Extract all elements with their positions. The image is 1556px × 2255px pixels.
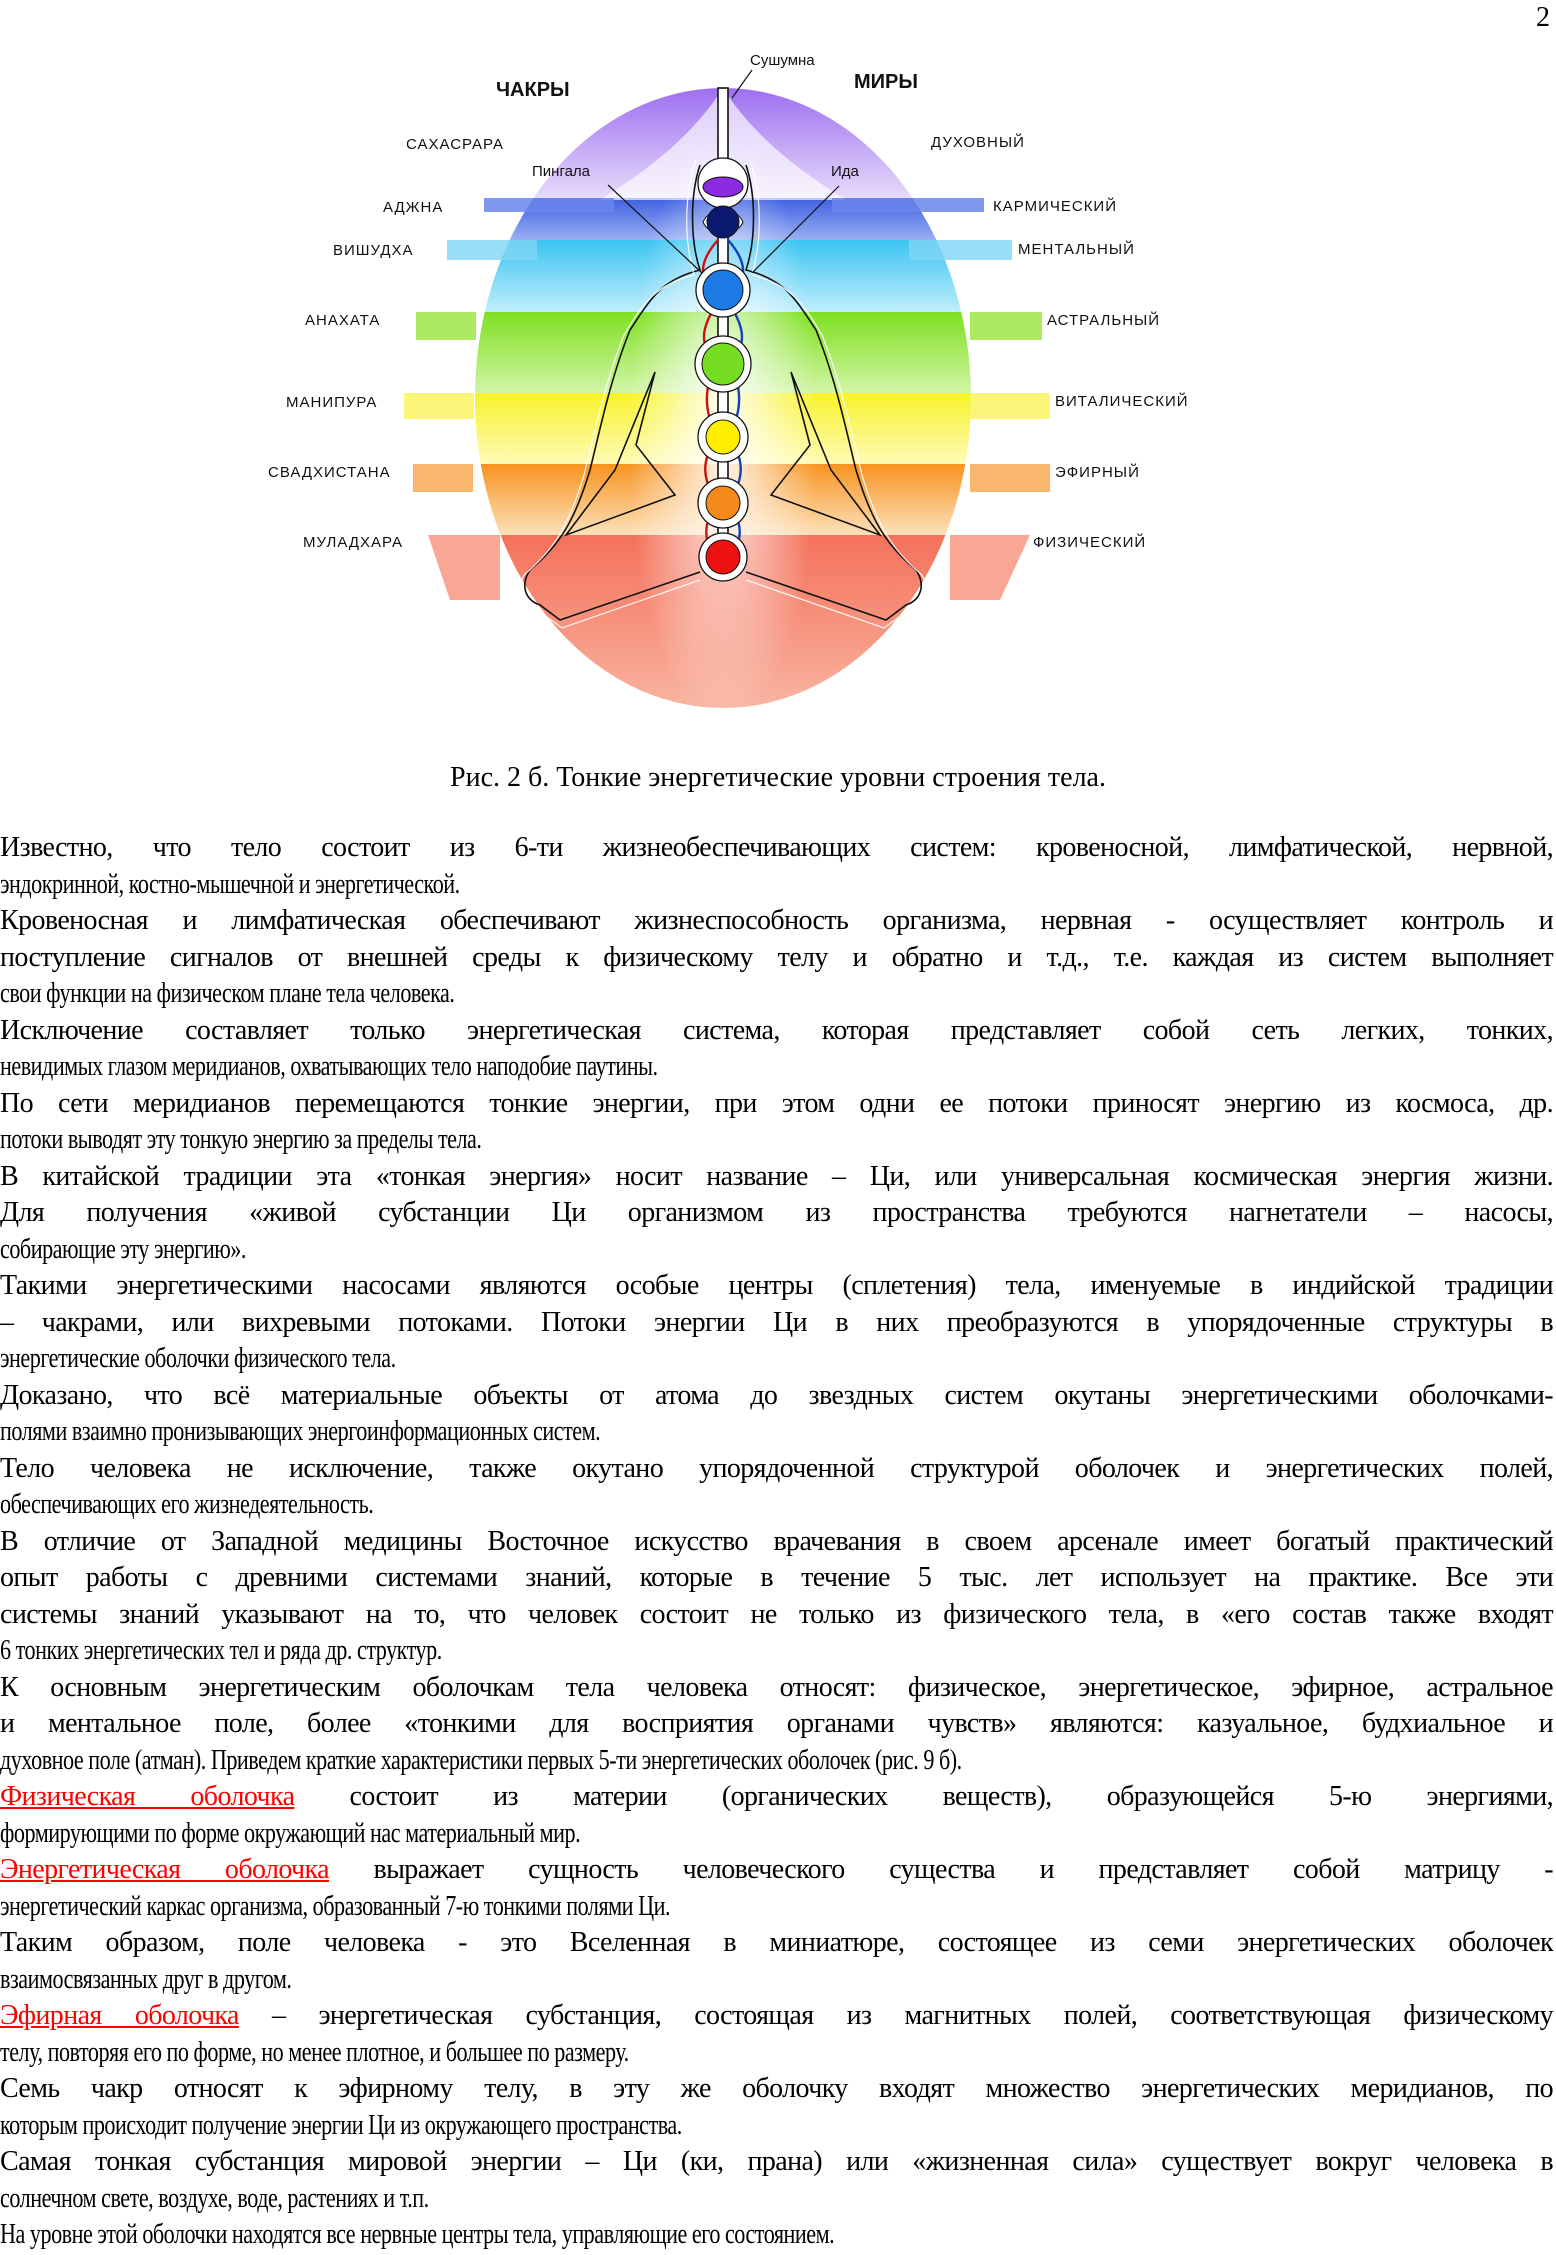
text-line-content: Такими энергетическими насосами являются особые центры (сплетения) тела, именуемые в индийской традиции [0,1270,1553,1301]
text-line-content: поступление сигналов от внешней среды к физическому телу и обратно и т.д., т.е. каждая из систем выполняет [0,941,1553,973]
sushumna-label: Сушумна [750,52,815,69]
text-line [0,2108,1553,2145]
text-line-content: – энергетическая субстанция, состоящая из магнитных полей, соответствующая физическому [238,2000,1553,2031]
text-line-content: В отличие от Западной медицины Восточное искусство врачевания в своем арсенале имеет богатый практический [0,1525,1553,1557]
chakra-diagram-illustration [0,0,1556,740]
text-line-content: духовное поле (атман). Приведем краткие характеристики первых 5-ти энергетических оболочек (рис. 9 б). [0,1744,962,1776]
text-line-content: невидимых глазом меридианов, охватывающих тело наподобие паутины. [0,1051,658,1082]
text-line [0,2217,1553,2254]
text-line-content: потоки выводят эту тонкую энергию за пределы тела. [0,1124,482,1155]
text-line-content: которым происходит получение энергии Ци из окружающего пространства. [0,2109,682,2141]
text-line-content: К основным энергетическим оболочкам тела человека относят: физическое, энергетическое, эфирное, астральное [0,1671,1553,1703]
text-line [0,976,1553,1013]
text-line-content: Доказано, что всё материальные объекты от атома до звездных систем окутаны энергетическими оболочками- [0,1379,1553,1411]
text-line [0,1998,1553,2035]
chakra-label: САХАСРАРА [406,136,505,153]
world-label: ДУХОВНЫЙ [931,134,1025,151]
text-line [0,867,1553,904]
body-text [0,830,1553,2254]
text-line [0,1378,1553,1415]
text-line-content: Известно, что тело состоит из 6-ти жизнеобеспечивающих систем: кровеносной, лимфатической, нервной, [0,832,1553,863]
text-line [0,1159,1553,1196]
text-line [0,903,1553,940]
text-line [0,1816,1553,1853]
world-label: МЕНТАЛЬНЫЙ [1018,241,1135,258]
text-line-content: обеспечивающих его жизнедеятельность. [0,1489,374,1520]
world-label: КАРМИЧЕСКИЙ [993,198,1117,215]
text-line [0,1560,1553,1597]
text-line [0,2035,1553,2072]
text-line-content: собирающие эту энергию». [0,1233,246,1265]
text-line [0,1487,1553,1524]
text-line-content: выражает сущность человеческого существа и представляет собой матрицу - [328,1854,1554,1885]
text-line-content: состоит из материи (органических веществ), образующейся 5-ю энергиями, [294,1781,1554,1812]
text-line [0,2144,1553,2181]
text-line [0,1524,1553,1561]
text-line-content: Кровеносная и лимфатическая обеспечивают жизнеспособность организма, нервная - осуществляет контроль и [0,905,1553,936]
text-line [0,1013,1553,1050]
text-line-content: На уровне этой оболочки находятся все нервные центры тела, управляющие его состоянием. [0,2219,835,2250]
text-line [0,2071,1553,2108]
text-line [0,1889,1553,1926]
text-line-content: Семь чакр относят к эфирному телу, в эту же оболочку входят множество энергетических меридианов, по [0,2073,1553,2104]
chakra-label: ВИШУДХА [333,242,414,259]
text-line-content: эндокринной, костно-мышечной и энергетической. [0,868,460,900]
text-line-content: – чакрами, или вихревыми потоками. Потоки энергии Ци в них преобразуются в упорядоченные структуры в [0,1306,1553,1338]
text-line [0,1414,1553,1451]
world-label: АСТРАЛЬНЫЙ [1047,312,1161,329]
text-line-content: По сети меридианов перемещаются тонкие энергии, при этом одни ее потоки приносят энергию из космоса, др. [0,1087,1553,1119]
chakra-label: АДЖНА [383,199,444,216]
text-line [0,1706,1553,1743]
text-line-content: Тело человека не исключение, также окутано упорядоченной структурой оболочек и энергетических полей, [0,1452,1553,1484]
text-line-content: солнечном свете, воздухе, воде, растениях и т.п. [0,2182,429,2214]
chakra-label: СВАДХИСТАНА [268,464,391,481]
world-label: ЭФИРНЫЙ [1055,464,1140,481]
chakra-circles [695,158,751,581]
text-line-content: и ментальное поле, более «тонкими для восприятия органами чувств» являются: казуальное, будхиальное и [0,1708,1553,1739]
pingala-label: Пингала [532,163,591,180]
text-line [0,1670,1553,1707]
world-label: ФИЗИЧЕСКИЙ [1033,534,1147,551]
chakra-figure [0,0,1556,740]
text-line [0,1195,1553,1232]
text-line-content: энергетические оболочки физического тела. [0,1343,396,1374]
text-line-content: Исключение составляет только энергетическая система, которая представляет собой сеть легких, тонких, [0,1014,1553,1046]
text-line-content: энергетический каркас организма, образованный 7-ю тонкими полями Ци. [0,1890,671,1922]
text-line [0,1597,1553,1634]
world-label: ВИТАЛИЧЕСКИЙ [1055,393,1189,410]
text-line [0,1268,1553,1305]
text-line-content: свои функции на физическом плане тела человека. [0,978,455,1009]
text-line [0,2181,1553,2218]
text-line-content: Для получения «живой субстанции Ци организмом из пространства требуются нагнетатели – насосы, [0,1197,1553,1228]
text-line-content: взаимосвязанных друг в другом. [0,1963,292,1995]
text-line-content: полями взаимно пронизывающих энергоинформационных систем. [0,1416,601,1447]
worlds-heading: МИРЫ [854,71,918,93]
text-line [0,1743,1553,1780]
figure-caption: Рис. 2 б. Тонкие энергетические уровни строения тела. [450,762,1106,793]
text-line [0,830,1553,867]
text-line [0,1305,1553,1342]
text-line [0,1341,1553,1378]
text-line-content: формирующими по форме окружающий нас материальный мир. [0,1817,581,1849]
text-line [0,1779,1553,1816]
text-line [0,1852,1553,1889]
chakra-label: МАНИПУРА [286,394,378,411]
text-line-content: опыт работы с древними системами знаний, которые в течение 5 тыс. лет использует на практике. Все эти [0,1562,1553,1593]
text-line [0,940,1553,977]
text-line-content: Самая тонкая субстанция мировой энергии – Ци (ки, прана) или «жизненная сила» существует вокруг человека в [0,2146,1553,2177]
text-line-content: 6 тонких энергетических тел и ряда др. структур. [0,1635,442,1666]
chakra-label: АНАХАТА [305,312,381,329]
text-line [0,1451,1553,1488]
text-line [0,1086,1553,1123]
text-line [0,1633,1553,1670]
text-line-content: В китайской традиции эта «тонкая энергия» носит название – Ци, или универсальная космическая энергия жизни. [0,1160,1553,1192]
ida-label: Ида [831,163,859,180]
text-line [0,1049,1553,1086]
page-number: 2 [1536,2,1550,33]
text-line [0,1122,1553,1159]
text-line [0,1962,1553,1999]
text-line [0,1232,1553,1269]
text-line [0,1925,1553,1962]
chakras-heading: ЧАКРЫ [496,79,570,101]
text-line-content: системы знаний указывают на то, что человек состоит не только из физического тела, в «его состав также входят [0,1598,1553,1630]
section-link[interactable]: Физическая оболочка [0,1781,295,1812]
text-line-content: телу, повторяя его по форме, но менее плотное, и большее по размеру. [0,2036,629,2068]
section-link[interactable]: Эфирная оболочка [0,2000,239,2031]
text-line-content: Таким образом, поле человека - это Вселенная в миниатюре, состоящее из семи энергетических оболочек [0,1927,1553,1958]
chakra-label: МУЛАДХАРА [303,534,404,551]
section-link[interactable]: Энергетическая оболочка [0,1854,329,1885]
